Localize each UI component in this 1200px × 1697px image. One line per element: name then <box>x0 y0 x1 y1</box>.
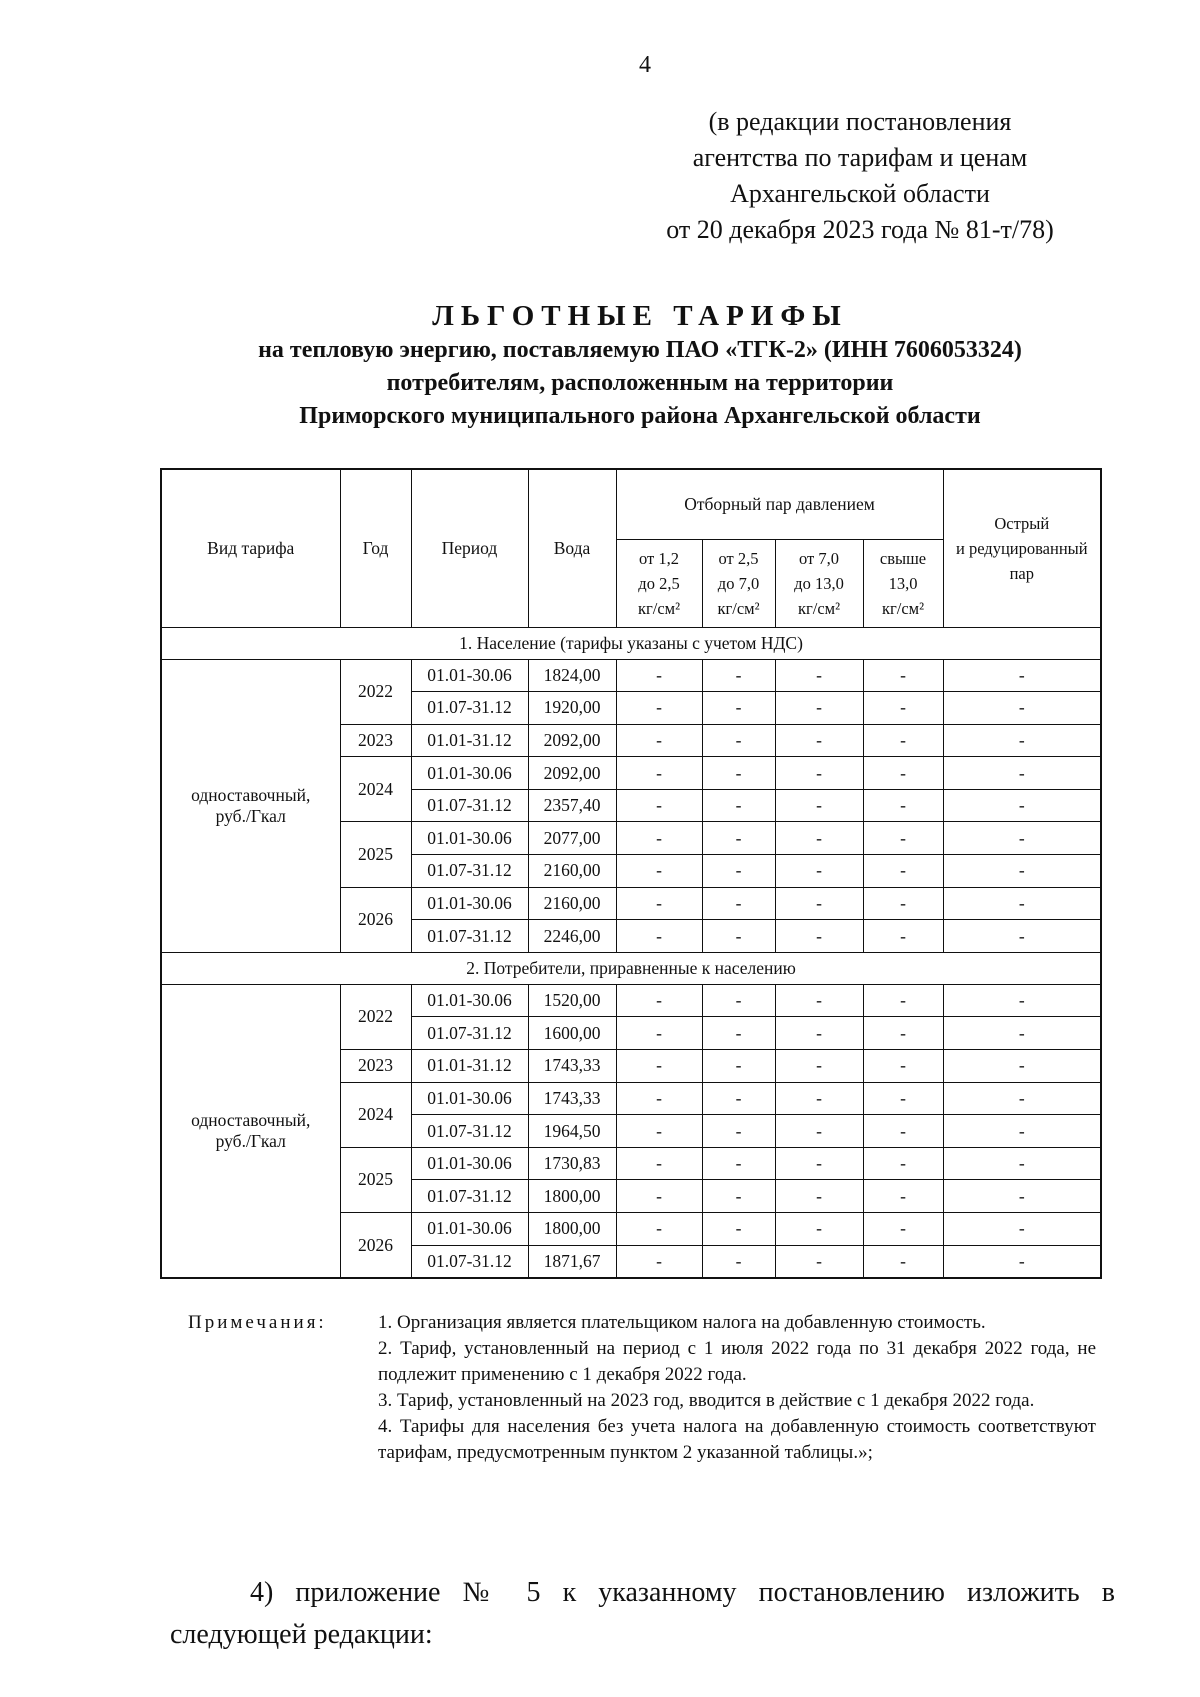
year-cell: 2025 <box>340 1147 411 1212</box>
empty-value-cell: - <box>863 789 943 822</box>
year-cell: 2025 <box>340 822 411 887</box>
year-cell: 2024 <box>340 757 411 822</box>
water-value-cell: 2160,00 <box>528 855 616 888</box>
period-cell: 01.01-31.12 <box>411 724 528 757</box>
empty-value-cell: - <box>616 822 702 855</box>
empty-value-cell: - <box>702 1050 775 1083</box>
table-body <box>161 627 1101 1278</box>
period-cell: 01.01-30.06 <box>411 887 528 920</box>
water-value-cell: 1743,33 <box>528 1082 616 1115</box>
empty-value-cell: - <box>775 822 863 855</box>
empty-value-cell: - <box>943 789 1101 822</box>
empty-value-cell: - <box>616 1082 702 1115</box>
empty-value-cell: - <box>863 887 943 920</box>
empty-value-cell: - <box>616 757 702 790</box>
header-sharp-steam <box>943 469 1101 627</box>
empty-value-cell: - <box>702 659 775 692</box>
empty-value-cell: - <box>616 789 702 822</box>
section-row <box>161 627 1101 659</box>
empty-value-cell: - <box>775 1180 863 1213</box>
empty-value-cell: - <box>863 822 943 855</box>
header-water: Вода <box>528 469 616 627</box>
empty-value-cell: - <box>616 855 702 888</box>
empty-value-cell: - <box>943 692 1101 725</box>
empty-value-cell: - <box>616 984 702 1017</box>
period-cell: 01.07-31.12 <box>411 920 528 953</box>
note-item: 3. Тариф, установленный на 2023 год, вводится в действие с 1 декабря 2022 года. <box>378 1390 1035 1411</box>
empty-value-cell: - <box>943 1147 1101 1180</box>
period-cell: 01.01-30.06 <box>411 1213 528 1246</box>
year-cell: 2023 <box>340 724 411 757</box>
title-line: на тепловую энергию, поставляемую ПАО «ТГК-2» (ИНН 7606053324) <box>258 337 1022 363</box>
table-row <box>161 984 1101 1017</box>
water-value-cell: 1871,67 <box>528 1245 616 1278</box>
header-pressure-line: до 13,0 <box>794 573 844 593</box>
water-value-cell: 2092,00 <box>528 757 616 790</box>
water-value-cell: 1800,00 <box>528 1213 616 1246</box>
water-value-cell: 2092,00 <box>528 724 616 757</box>
title-line: Приморского муниципального района Архангельской области <box>299 403 981 429</box>
header-pressure-4 <box>863 539 943 627</box>
year-cell: 2026 <box>340 887 411 952</box>
header-pressure-line: до 7,0 <box>717 573 760 593</box>
year-cell: 2024 <box>340 1082 411 1147</box>
tariff-type-line: одноставочный, <box>191 1110 311 1131</box>
period-cell: 01.01-31.12 <box>411 1050 528 1083</box>
empty-value-cell: - <box>775 789 863 822</box>
empty-value-cell: - <box>775 1050 863 1083</box>
empty-value-cell: - <box>943 659 1101 692</box>
empty-value-cell: - <box>775 855 863 888</box>
empty-value-cell: - <box>943 920 1101 953</box>
tariff-type-line: руб./Гкал <box>215 805 286 826</box>
empty-value-cell: - <box>943 1082 1101 1115</box>
empty-value-cell: - <box>943 1245 1101 1278</box>
period-cell: 01.07-31.12 <box>411 789 528 822</box>
period-cell: 01.07-31.12 <box>411 692 528 725</box>
water-value-cell: 1824,00 <box>528 659 616 692</box>
edition-note <box>640 104 1080 248</box>
note-item: 2. Тариф, установленный на период с 1 июля 2022 года по 31 декабря 2022 года, не подлежит применению с 1 декабря 2022 года. <box>378 1338 1096 1385</box>
edition-line: Архангельской области <box>730 179 990 208</box>
note-item: 4. Тарифы для населения без учета налога на добавленную стоимость соответствуют тарифам, предусмотренным пунктом 2 указанной таблицы.»; <box>378 1416 1096 1463</box>
water-value-cell: 1964,50 <box>528 1115 616 1148</box>
water-value-cell: 2077,00 <box>528 822 616 855</box>
tariff-type-cell <box>161 984 340 1278</box>
empty-value-cell: - <box>702 855 775 888</box>
header-pressure-line: от 1,2 <box>639 548 679 568</box>
notes-label: Примечания: <box>188 1312 327 1333</box>
empty-value-cell: - <box>863 1050 943 1083</box>
header-sharp-line: Острый <box>994 513 1050 533</box>
empty-value-cell: - <box>775 1213 863 1246</box>
header-tariff-type: Вид тарифа <box>161 469 340 627</box>
year-cell: 2026 <box>340 1213 411 1279</box>
empty-value-cell: - <box>702 692 775 725</box>
header-pressure-line: кг/см² <box>797 598 841 618</box>
title-main: ЛЬГОТНЫЕ ТАРИФЫ <box>432 300 848 332</box>
empty-value-cell: - <box>775 887 863 920</box>
header-sharp-line: и редуцированный <box>955 538 1088 558</box>
empty-value-cell: - <box>702 920 775 953</box>
water-value-cell: 2160,00 <box>528 887 616 920</box>
header-pressure-line: от 7,0 <box>799 548 839 568</box>
empty-value-cell: - <box>943 984 1101 1017</box>
empty-value-cell: - <box>863 1082 943 1115</box>
period-cell: 01.01-30.06 <box>411 757 528 790</box>
tariff-table <box>160 468 1102 1279</box>
empty-value-cell: - <box>702 1147 775 1180</box>
empty-value-cell: - <box>702 1082 775 1115</box>
section-row <box>161 952 1101 984</box>
edition-line: (в редакции постановления <box>708 107 1012 136</box>
water-value-cell: 1520,00 <box>528 984 616 1017</box>
empty-value-cell: - <box>616 1180 702 1213</box>
empty-value-cell: - <box>863 724 943 757</box>
water-value-cell: 2246,00 <box>528 920 616 953</box>
empty-value-cell: - <box>616 1115 702 1148</box>
period-cell: 01.07-31.12 <box>411 1017 528 1050</box>
period-cell: 01.07-31.12 <box>411 855 528 888</box>
period-cell: 01.01-30.06 <box>411 822 528 855</box>
empty-value-cell: - <box>775 724 863 757</box>
empty-value-cell: - <box>943 1213 1101 1246</box>
empty-value-cell: - <box>863 1115 943 1148</box>
empty-value-cell: - <box>863 984 943 1017</box>
empty-value-cell: - <box>943 1050 1101 1083</box>
empty-value-cell: - <box>702 1245 775 1278</box>
note-item: 1. Организация является плательщиком налога на добавленную стоимость. <box>378 1312 986 1333</box>
section-title: 2. Потребители, приравненные к населению <box>161 952 1101 984</box>
empty-value-cell: - <box>702 1115 775 1148</box>
empty-value-cell: - <box>616 1017 702 1050</box>
water-value-cell: 1800,00 <box>528 1180 616 1213</box>
year-cell: 2022 <box>340 984 411 1049</box>
empty-value-cell: - <box>943 1017 1101 1050</box>
period-cell: 01.01-30.06 <box>411 984 528 1017</box>
empty-value-cell: - <box>616 1050 702 1083</box>
page-number: 4 <box>639 52 651 78</box>
header-pressure-line: кг/см² <box>637 598 681 618</box>
period-cell: 01.01-30.06 <box>411 1082 528 1115</box>
empty-value-cell: - <box>863 692 943 725</box>
water-value-cell: 2357,40 <box>528 789 616 822</box>
empty-value-cell: - <box>863 1147 943 1180</box>
empty-value-cell: - <box>616 659 702 692</box>
empty-value-cell: - <box>863 757 943 790</box>
empty-value-cell: - <box>943 1115 1101 1148</box>
empty-value-cell: - <box>616 692 702 725</box>
table-row <box>161 659 1101 692</box>
empty-value-cell: - <box>863 1213 943 1246</box>
period-cell: 01.07-31.12 <box>411 1180 528 1213</box>
empty-value-cell: - <box>775 757 863 790</box>
tariff-type-line: руб./Гкал <box>215 1131 286 1152</box>
empty-value-cell: - <box>702 1180 775 1213</box>
empty-value-cell: - <box>775 984 863 1017</box>
empty-value-cell: - <box>775 1017 863 1050</box>
empty-value-cell: - <box>943 1180 1101 1213</box>
empty-value-cell: - <box>943 855 1101 888</box>
water-value-cell: 1600,00 <box>528 1017 616 1050</box>
section-title: 1. Население (тарифы указаны с учетом НДС) <box>161 627 1101 659</box>
tariff-type-line: одноставочный, <box>191 784 311 805</box>
edition-line: агентства по тарифам и ценам <box>692 143 1028 172</box>
empty-value-cell: - <box>702 887 775 920</box>
header-pressure-line: от 2,5 <box>718 548 759 568</box>
header-period: Период <box>411 469 528 627</box>
period-cell: 01.01-30.06 <box>411 1147 528 1180</box>
empty-value-cell: - <box>702 724 775 757</box>
empty-value-cell: - <box>863 1180 943 1213</box>
empty-value-cell: - <box>863 920 943 953</box>
empty-value-cell: - <box>775 659 863 692</box>
period-cell: 01.01-30.06 <box>411 659 528 692</box>
empty-value-cell: - <box>702 984 775 1017</box>
empty-value-cell: - <box>775 1115 863 1148</box>
tariff-type-cell <box>161 659 340 952</box>
header-extraction-steam: Отборный пар давлением <box>616 469 943 539</box>
empty-value-cell: - <box>863 855 943 888</box>
empty-value-cell: - <box>943 822 1101 855</box>
period-cell: 01.07-31.12 <box>411 1245 528 1278</box>
header-pressure-line: 13,0 <box>888 573 918 593</box>
year-cell: 2022 <box>340 659 411 724</box>
empty-value-cell: - <box>775 1147 863 1180</box>
water-value-cell: 1730,83 <box>528 1147 616 1180</box>
empty-value-cell: - <box>943 757 1101 790</box>
empty-value-cell: - <box>616 1245 702 1278</box>
header-pressure-line: кг/см² <box>881 598 925 618</box>
empty-value-cell: - <box>702 757 775 790</box>
edition-line: от 20 декабря 2023 года № 81-т/78) <box>666 215 1054 244</box>
empty-value-cell: - <box>863 1245 943 1278</box>
empty-value-cell: - <box>702 789 775 822</box>
water-value-cell: 1920,00 <box>528 692 616 725</box>
header-pressure-line: до 2,5 <box>638 573 680 593</box>
empty-value-cell: - <box>775 920 863 953</box>
empty-value-cell: - <box>616 1213 702 1246</box>
header-pressure-line: свыше <box>879 548 927 568</box>
empty-value-cell: - <box>775 1245 863 1278</box>
empty-value-cell: - <box>616 1147 702 1180</box>
header-year: Год <box>340 469 411 627</box>
period-cell: 01.07-31.12 <box>411 1115 528 1148</box>
header-pressure-2 <box>702 539 775 627</box>
empty-value-cell: - <box>616 887 702 920</box>
empty-value-cell: - <box>943 887 1101 920</box>
empty-value-cell: - <box>775 692 863 725</box>
water-value-cell: 1743,33 <box>528 1050 616 1083</box>
title-line: потребителям, расположенным на территории <box>386 370 894 396</box>
empty-value-cell: - <box>616 724 702 757</box>
empty-value-cell: - <box>943 724 1101 757</box>
header-pressure-1 <box>616 539 702 627</box>
header-sharp-line: пар <box>1009 563 1034 583</box>
empty-value-cell: - <box>702 1017 775 1050</box>
empty-value-cell: - <box>775 1082 863 1115</box>
year-cell: 2023 <box>340 1050 411 1083</box>
closing-item: 4) приложение № 5 к указанному постановлению изложить в следующей редакции: <box>170 1577 1115 1650</box>
empty-value-cell: - <box>616 920 702 953</box>
empty-value-cell: - <box>702 822 775 855</box>
empty-value-cell: - <box>863 1017 943 1050</box>
document-title <box>140 298 1140 433</box>
header-pressure-line: кг/см² <box>717 598 760 618</box>
empty-value-cell: - <box>702 1213 775 1246</box>
empty-value-cell: - <box>863 659 943 692</box>
header-pressure-3 <box>775 539 863 627</box>
notes-list <box>378 1310 1096 1466</box>
